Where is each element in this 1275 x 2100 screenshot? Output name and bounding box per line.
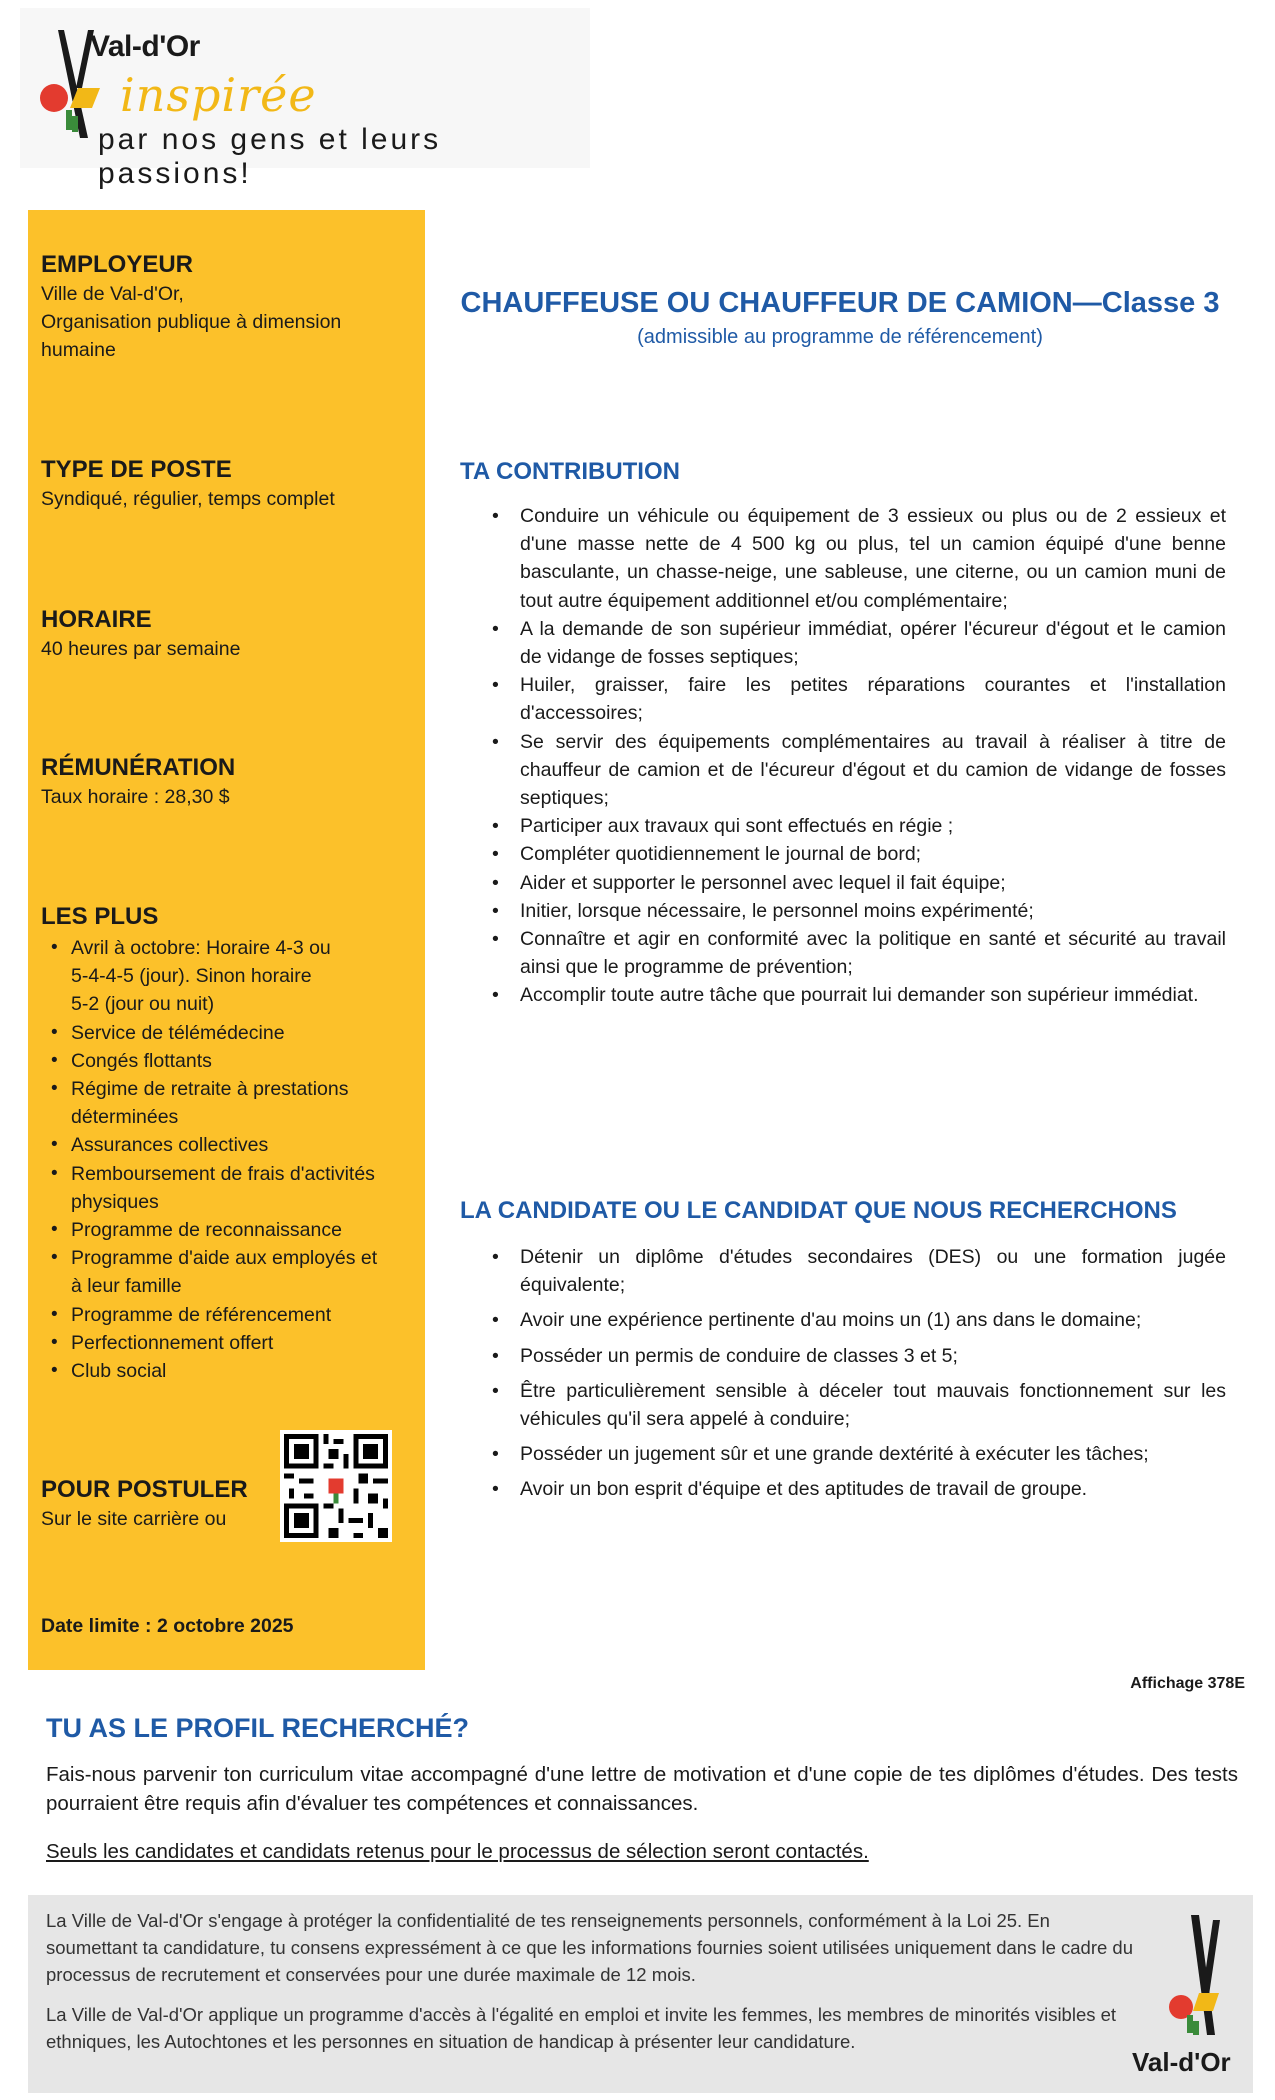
list-item: • Être particulièrement sensible à déceler tout mauvais fonctionnement sur les véhicules qu'il sera appelé à conduire; xyxy=(488,1377,1226,1433)
apply-text: Sur le site carrière ou xyxy=(41,1508,227,1530)
header-logo xyxy=(20,8,590,190)
perks-block xyxy=(41,902,381,1385)
profile-text: Fais-nous parvenir ton curriculum vitae accompagné d'une lettre de motivation et d'une copie de tes diplômes d'études. Des tests pourraient être requis afin d'évaluer tes compétences et connaissances. xyxy=(46,1763,1238,1815)
equity-text: La Ville de Val-d'Or applique un programme d'accès à l'égalité en emploi et invite les femmes, les membres de minorités visibles et ethniques, les Autochtones et les personnes en situation de handicap à présenter leur candidature. xyxy=(46,2004,1117,2052)
list-item: • Conduire un véhicule ou équipement de 3 essieux ou plus ou de 2 essieux et d'une masse nette de 4 500 kg ou plus, tel un camion équipé d'une benne basculante, un chasse-neige, une sableuse, une citerne, ou un camion muni de tout autre équipement additionnel et/ou complémentaire; xyxy=(488,502,1226,615)
qr-code-icon xyxy=(284,1434,388,1538)
list-item: • Détenir un diplôme d'études secondaires (DES) ou une formation jugée équivalente; xyxy=(488,1243,1226,1299)
list-item: • Accomplir toute autre tâche que pourrait lui demander son supérieur immédiat. xyxy=(488,981,1226,1009)
job-subtitle: (admissible au programme de référencement) xyxy=(637,326,1043,348)
privacy-text: La Ville de Val-d'Or s'engage à protéger la confidentialité de tes renseignements personnels, conformément à la Loi 25. En soumettant ta candidature, tu consens expressément à ce que les informations fournies soient utilisées uniquement dans le cadre du processus de recrutement et conservées pour une durée maximale de 12 mois. xyxy=(46,1910,1134,1985)
brand-name: Val-d'Or xyxy=(90,30,200,63)
apply-heading: POUR POSTULER xyxy=(41,1476,248,1503)
schedule-block xyxy=(41,605,411,663)
type-block xyxy=(41,455,411,513)
deadline: Date limite : 2 octobre 2025 xyxy=(41,1615,294,1637)
list-item: • Compléter quotidiennement le journal de bord; xyxy=(488,840,1226,868)
posting-id: Affichage 378E xyxy=(1130,1675,1245,1692)
pay-block xyxy=(41,753,411,811)
brand-slogan: par nos gens et leurs passions! xyxy=(98,123,442,190)
brand-tagline: inspirée xyxy=(120,68,317,122)
perk-item: • Club social xyxy=(41,1357,381,1385)
list-item: • Connaître et agir en conformité avec la politique en santé et sécurité au travail ainsi que le programme de prévention; xyxy=(488,925,1226,981)
perk-item: • Assurances collectives xyxy=(41,1131,381,1159)
list-item: • Avoir une expérience pertinente d'au moins un (1) ans dans le domaine; xyxy=(488,1306,1226,1334)
perk-item: • Programme de reconnaissance xyxy=(41,1216,381,1244)
perks-heading: LES PLUS xyxy=(41,903,159,930)
schedule-text: 40 heures par semaine xyxy=(41,638,241,660)
perk-item: • Programme de référencement xyxy=(41,1301,381,1329)
list-item: • Posséder un jugement sûr et une grande dextérité à exécuter les tâches; xyxy=(488,1440,1226,1468)
footer-box xyxy=(28,1895,1253,2093)
type-heading: TYPE DE POSTE xyxy=(41,456,232,483)
pay-heading: RÉMUNÉRATION xyxy=(41,754,236,781)
perk-item: • Congés flottants xyxy=(41,1047,381,1075)
list-item: • Posséder un permis de conduire de classes 3 et 5; xyxy=(488,1342,1226,1370)
perk-item: • Service de télémédecine xyxy=(41,1019,381,1047)
pay-text: Taux horaire : 28,30 $ xyxy=(41,786,230,808)
schedule-heading: HORAIRE xyxy=(41,606,152,633)
candidate-heading: LA CANDIDATE OU LE CANDIDAT QUE NOUS RECHERCHONS xyxy=(460,1197,1177,1224)
perk-item: • Programme d'aide aux employés et à leur famille xyxy=(41,1244,381,1300)
employer-line: Organisation publique à dimension xyxy=(41,311,342,333)
perk-item: • Remboursement de frais d'activités physiques xyxy=(41,1160,381,1216)
perk-item: • Perfectionnement offert xyxy=(41,1329,381,1357)
contribution-heading: TA CONTRIBUTION xyxy=(460,458,680,485)
employer-line: Ville de Val-d'Or, xyxy=(41,283,184,305)
job-title: CHAUFFEUSE OU CHAUFFEUR DE CAMION—Classe 3 xyxy=(460,287,1220,319)
profile-heading: TU AS LE PROFIL RECHERCHÉ? xyxy=(46,1713,470,1743)
perk-item: • Régime de retraite à prestations déterminées xyxy=(41,1075,381,1131)
profile-note: Seuls les candidates et candidats retenus pour le processus de sélection seront contactés. xyxy=(46,1840,869,1863)
list-item: • Participer aux travaux qui sont effectués en régie ; xyxy=(488,812,1226,840)
list-item: • Huiler, graisser, faire les petites réparations courantes et l'installation d'accessoires; xyxy=(488,671,1226,727)
qr-code[interactable] xyxy=(280,1430,392,1542)
type-text: Syndiqué, régulier, temps complet xyxy=(41,488,335,510)
list-item: • A la demande de son supérieur immédiat, opérer l'écureur d'égout et le camion de vidange de fosses septiques; xyxy=(488,615,1226,671)
employer-block xyxy=(41,250,411,364)
contribution-list xyxy=(488,502,1226,1010)
list-item: • Aider et supporter le personnel avec lequel il fait équipe; xyxy=(488,869,1226,897)
job-summary-panel xyxy=(28,210,425,1670)
list-item: • Se servir des équipements complémentaires au travail à réaliser à titre de chauffeur de camion et de l'écureur d'égout et du camion de vidange de fosses septiques; xyxy=(488,728,1226,813)
footer-brand: Val-d'Or xyxy=(1132,2047,1231,2077)
list-item: • Avoir un bon esprit d'équipe et des aptitudes de travail de groupe. xyxy=(488,1475,1226,1503)
perk-item: • Avril à octobre: Horaire 4-3 ou 5-4-4-5 (jour). Sinon horaire 5-2 (jour ou nuit) xyxy=(41,934,331,1019)
employer-line: humaine xyxy=(41,339,116,361)
employer-heading: EMPLOYEUR xyxy=(41,251,194,278)
list-item: • Initier, lorsque nécessaire, le personnel moins expérimenté; xyxy=(488,897,1226,925)
candidate-list xyxy=(488,1243,1226,1511)
